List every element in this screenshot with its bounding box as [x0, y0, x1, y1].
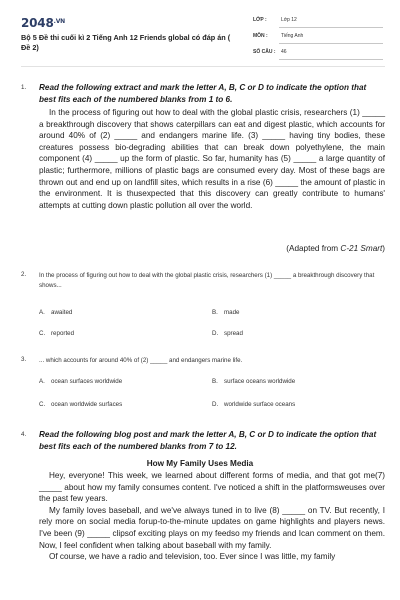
question-1: 1. Read the following extract and mark the letter A, B, C or D to indicate the option that best fits each of the numbered blanks from 1 to 6. [21, 82, 385, 258]
option-c[interactable]: C. ocean worldwide surfaces [39, 401, 123, 408]
passage-source: (Adapted from C-21 Smart) [286, 244, 385, 253]
question-4-instruction: Read the following blog post and mark the letter A, B, C or D to indicate the option that best fits each of the numbered blanks from 7 to 12. [39, 430, 377, 451]
option-c[interactable]: C. reported [39, 330, 75, 337]
option-b[interactable]: B. surface oceans worldwide [212, 378, 296, 385]
document-title: Bộ 5 Đề thi cuối kì 2 Tiếng Anh 12 Friends global có đáp án ( Đề 2) [21, 33, 231, 52]
option-a[interactable]: A. awaited [39, 309, 73, 316]
question-2: 2. In the process of figuring out how to deal with the global plastic crisis, researchers (1) _____ a breakthrough discovery that shows... A. awaited B. made C. reported D. spread [21, 271, 385, 351]
option-d[interactable]: D. spread [212, 330, 243, 337]
option-d[interactable]: D. worldwide surface oceans [212, 401, 296, 408]
site-logo[interactable]: $2048^{.VN}$ [21, 16, 65, 30]
meta-class: LỚP : Lớp 12 [253, 14, 383, 30]
blog-title: How My Family Uses Media [146, 459, 254, 468]
question-3: 3. ... which accounts for around 40% of (2) _____ and endangers marine life. A. ocean surfaces worldwide B. surface oceans worldwide C. ocean worldwide surfaces D. worldwide surface oceans [21, 356, 385, 416]
header-divider [21, 66, 385, 67]
document-header [0, 0, 400, 64]
reading-passage: In the process of figuring out how to deal with the global plastic crisis, researchers (1) _____ a breakthrough discovery that shows caterpillars can eat and digest plastic, which accounts for around 40% of (2) _____ and endangers marine life. (3) _____ having tiny bodies, these creatures possess bio-degrading abilities that can break down polyethylene, the main component (4) _____ up the form of plastic. So far, humanity has (5) _____ a large quantity of plastic; furthermore, millions of plastic bags are consumed every day. Most of these bags are thrown out and end up on landfill sites, which results in a rise (6) _____ the amount of plastic in the environment. It is thusexpected that this discovery can greatly contribute to humans' attempts at cutting down plastic pollution all over the world. [39, 108, 385, 210]
option-b[interactable]: B. made [212, 309, 240, 316]
question-3-stem: ... which accounts for around 40% of (2) _____ and endangers marine life. [39, 357, 243, 364]
question-1-instruction: Read the following extract and mark the letter A, B, C or D to indicate the option that best fits each of the numbered blanks from 1 to 6. [39, 83, 367, 104]
blog-passage: Hey, everyone! This week, we learned about different forms of media, and that got me(7) _____ about how my family consumes content. I've noticed a shift in the platformsweuses over the past few years. My family loves baseball, and we've always tuned in to live (8) _____ on TV. But recently, I rely more on social media forup-to-the-minute updates on game highlights and players news. I've been (9) _____ clipsof exciting plays on my feedso my friends and Ican comment on them. Now, I feel confident when talking about baseball with my family. Of course, we have a radio and television, too. Ever since I was little, my family [39, 471, 385, 562]
question-2-stem: In the process of figuring out how to deal with the global plastic crisis, researchers (1) _____ a breakthrough discovery that shows... [39, 272, 375, 289]
meta-subject: MÔN : Tiếng Anh [253, 30, 383, 46]
question-4: 4. Read the following blog post and mark the letter A, B, C or D to indicate the option that best fits each of the numbered blanks from 7 to 12. [21, 429, 385, 459]
meta-question-count: SỐ CÂU : 46 [253, 46, 383, 62]
option-a[interactable]: A. ocean surfaces worldwide [39, 378, 123, 385]
